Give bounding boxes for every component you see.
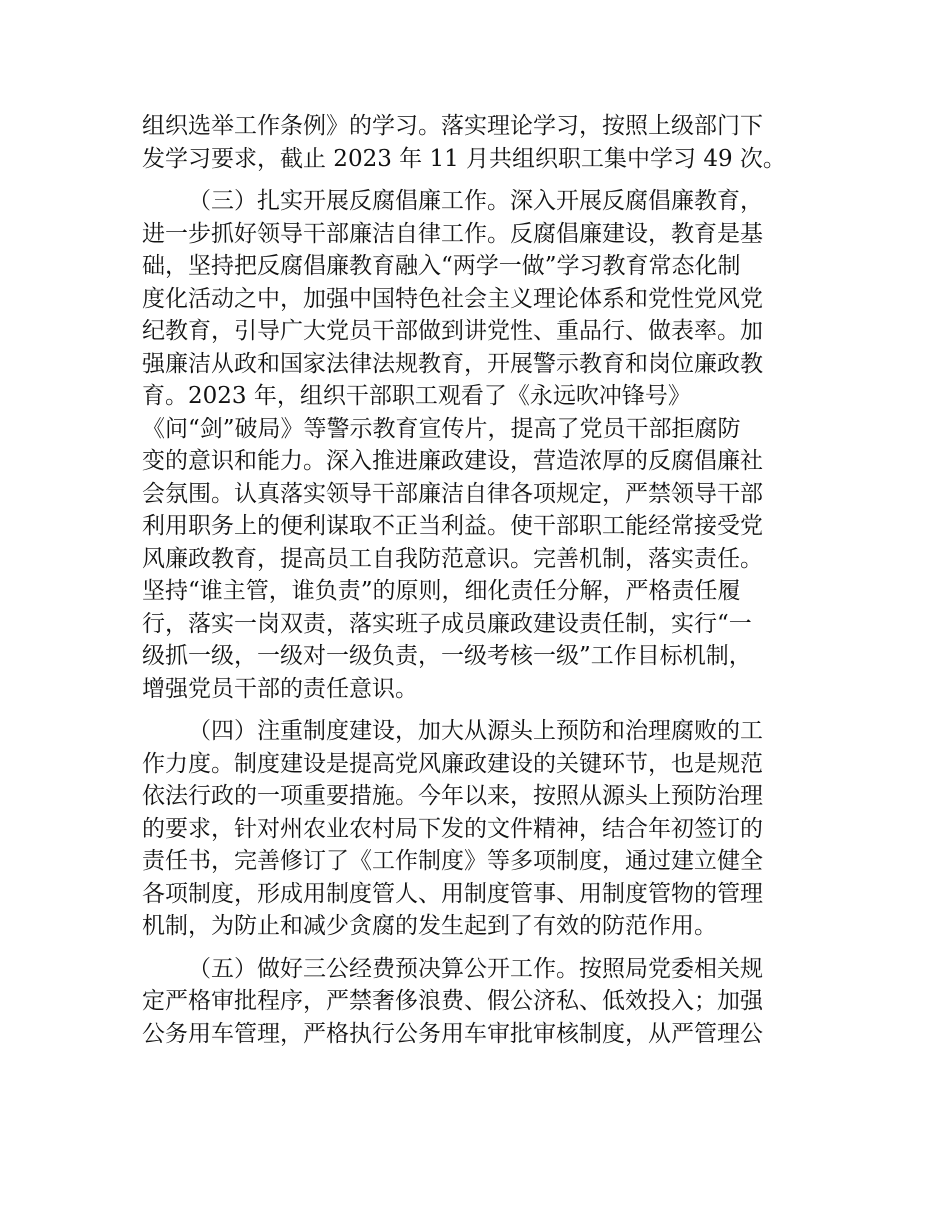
- paragraph-4: [142, 953, 812, 1051]
- text-line: 度化活动之中，加强中国特色社会主义理论体系和党性党风党: [142, 285, 763, 312]
- text-line: 各项制度，形成用制度管人、用制度管事、用制度管物的管理: [142, 880, 763, 907]
- text-line: （四）注重制度建设，加大从源头上预防和治理腐败的工: [188, 718, 763, 744]
- text-line: （三）扎实开展反腐倡廉工作。深入开展反腐倡廉教育，: [188, 188, 763, 214]
- text-line: 利用职务上的便利谋取不正当利益。使干部职工能经常接受党: [142, 513, 763, 539]
- paragraph-1: [142, 110, 812, 175]
- text-line: 公务用车管理，严格执行公务用车审批审核制度，从严管理公: [142, 1020, 763, 1047]
- document-body: [142, 110, 812, 1060]
- text-line: 增强党员干部的责任意识。: [142, 675, 418, 702]
- text-line: 作力度。制度建设是提高党风廉政建设的关键环节，也是规范: [142, 750, 763, 777]
- text-line: 会氛围。认真落实领导干部廉洁自律各项规定，严禁领导干部: [142, 480, 763, 507]
- text-line: 级抓一级，一级对一级负责，一级考核一级”工作目标机制，: [142, 643, 752, 669]
- text-line: 发学习要求，截止 2023 年 11 月共组织职工集中学习 49 次。: [142, 145, 786, 172]
- text-line: 机制，为防止和减少贪腐的发生起到了有效的防范作用。: [142, 913, 717, 939]
- text-line: 责任书，完善修订了《工作制度》等多项制度，通过建立健全: [142, 848, 763, 874]
- text-line: 强廉洁从政和国家法律法规教育，开展警示教育和岗位廉政教: [142, 350, 763, 377]
- text-line: 行，落实一岗双责，落实班子成员廉政建设责任制，实行“一: [142, 610, 752, 637]
- text-line: 进一步抓好领导干部廉洁自律工作。反腐倡廉建设，教育是基: [142, 220, 763, 247]
- text-line: （五）做好三公经费预决算公开工作。按照局党委相关规: [188, 955, 763, 982]
- paragraph-2: [142, 185, 812, 705]
- paragraph-3: [142, 715, 812, 943]
- text-line: 组织选举工作条例》的学习。落实理论学习，按照上级部门下: [142, 113, 763, 139]
- text-line: 依法行政的一项重要措施。今年以来，按照从源头上预防治理: [142, 783, 763, 809]
- text-line: 育。2023 年，组织干部职工观看了《永远吹冲锋号》: [142, 383, 691, 409]
- text-line: 变的意识和能力。深入推进廉政建设，营造浓厚的反腐倡廉社: [142, 448, 763, 474]
- text-line: 《问“剑”破局》等警示教育宣传片，提高了党员干部拒腐防: [142, 415, 741, 442]
- text-line: 定严格审批程序，严禁奢侈浪费、假公济私、低效投入；加强: [142, 988, 763, 1014]
- text-line: 础，坚持把反腐倡廉教育融入“两学一做”学习教育常态化制: [142, 253, 741, 279]
- text-line: 纪教育，引导广大党员干部做到讲党性、重品行、做表率。加: [142, 318, 763, 344]
- text-line: 的要求，针对州农业农村局下发的文件精神，结合年初签订的: [142, 815, 763, 842]
- text-line: 风廉政教育，提高员工自我防范意识。完善机制，落实责任。: [142, 545, 763, 572]
- text-line: 坚持“谁主管，谁负责”的原则，细化责任分解，严格责任履: [142, 578, 741, 604]
